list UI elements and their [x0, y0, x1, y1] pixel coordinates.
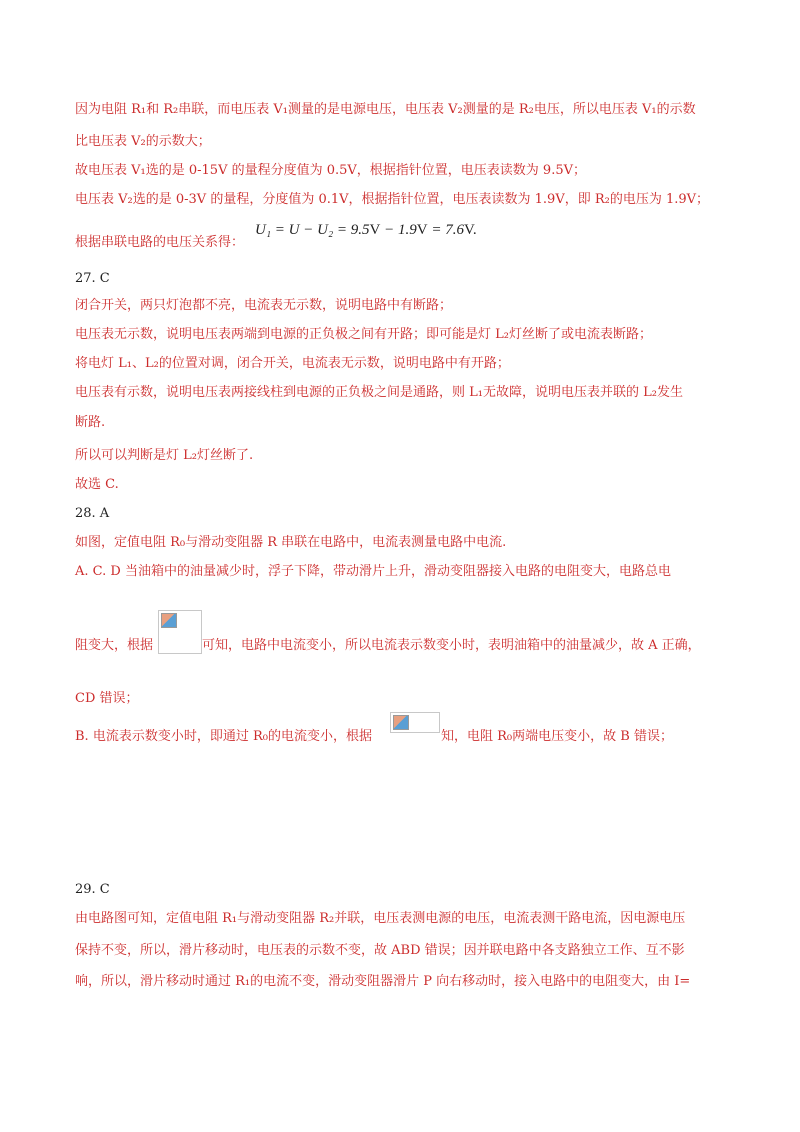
formula-mid2: = 7.6 — [427, 222, 464, 238]
broken-image-icon — [393, 715, 409, 730]
line-28-3b: 可知，电路中电流变小，所以电流表示数变小时，表明油箱中的油量减少，故 A 正确， — [202, 638, 701, 653]
formula-mid: − 1.9 — [380, 222, 417, 238]
line-4: 电压表 V₂选的是 0-3V 的量程，分度值为 0.1V，根据指针位置，电压表读数为 1.9V，即 R₂的电压为 1.9V； — [75, 192, 710, 207]
voltage-formula — [255, 222, 477, 239]
formula-unit: V — [369, 222, 381, 238]
line-27-7: 故选 C. — [75, 477, 119, 492]
answer-28: 28. A — [75, 506, 110, 521]
formula-lhs: U₁ = U − U₂ = 9.5 — [255, 222, 370, 238]
formula-unit: V — [463, 222, 473, 238]
formula-end: . — [472, 222, 477, 238]
line-3: 故电压表 V₁选的是 0-15V 的量程分度值为 0.5V，根据指针位置，电压表读数为 9.5V； — [75, 163, 586, 178]
line-28-4: CD 错误； — [75, 691, 139, 706]
line-27-2: 电压表无示数，说明电压表两端到电源的正负极之间有开路；即可能是灯 L₂灯丝断了或电流表断路； — [75, 327, 652, 342]
line-5: 根据串联电路的电压关系得： — [75, 235, 245, 250]
line-28-3: 阻变大，根据 — [75, 638, 154, 653]
line-27-1: 闭合开关，两只灯泡都不亮，电流表无示数，说明电路中有断路； — [75, 298, 453, 313]
line-27-4: 电压表有示数，说明电压表两接线柱到电源的正负极之间是通路，则 L₁无故障，说明电压表并联的 L₂发生 — [75, 385, 683, 400]
line-29-3: 响，所以，滑片移动时通过 R₁的电流不变，滑动变阻器滑片 P 向右移动时，接入电路中的电阻变大，由 I= — [75, 974, 691, 989]
broken-image — [390, 712, 440, 733]
formula-unit: V — [416, 222, 428, 238]
broken-image-icon — [161, 613, 177, 628]
line-27-5: 断路. — [75, 415, 106, 430]
line-28-2: A. C. D 当油箱中的油量减少时，浮子下降，带动滑片上升，滑动变阻器接入电路的电阻变大，电路总电 — [75, 564, 671, 579]
line-28-5: B. 电流表示数变小时，即通过 R₀的电流变小，根据 — [75, 729, 372, 744]
line-2: 比电压表 V₂的示数大； — [75, 134, 211, 149]
line-28-1: 如图，定值电阻 R₀与滑动变阻器 R 串联在电路中，电流表测量电路中电流. — [75, 535, 507, 550]
line-27-3: 将电灯 L₁、L₂的位置对调，闭合开关，电流表无示数，说明电路中有开路； — [75, 356, 510, 371]
answer-27: 27. C — [75, 271, 110, 286]
line-29-1: 由电路图可知，定值电阻 R₁与滑动变阻器 R₂并联，电压表测电源的电压，电流表测干路电流，因电源电压 — [75, 911, 686, 926]
line-1: 因为电阻 R₁和 R₂串联，而电压表 V₁测量的是电源电压，电压表 V₂测量的是 R₂电压，所以电压表 V₁的示数 — [75, 102, 696, 117]
line-27-6: 所以可以判断是灯 L₂灯丝断了. — [75, 448, 254, 463]
answer-29: 29. C — [75, 882, 110, 897]
broken-image — [158, 610, 202, 654]
line-28-5b: 知，电阻 R₀两端电压变小，故 B 错误； — [441, 729, 673, 744]
line-29-2: 保持不变，所以，滑片移动时，电压表的示数不变，故 ABD 错误；因并联电路中各支路独立工作、互不影 — [75, 943, 685, 958]
